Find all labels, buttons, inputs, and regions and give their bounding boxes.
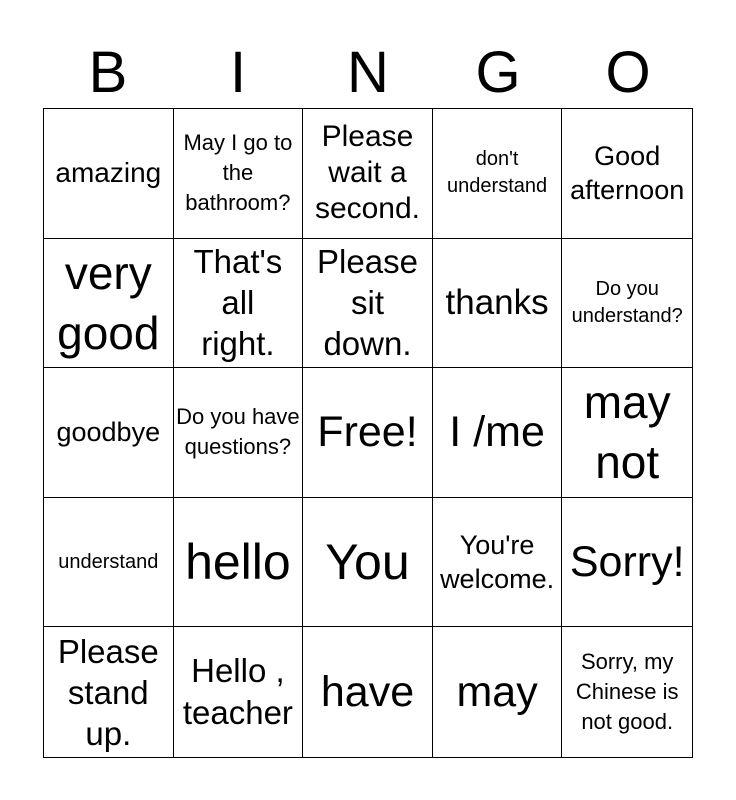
bingo-cell-r2c1[interactable] [44,239,174,369]
cell-text: May I go to the bathroom? [183,130,293,216]
bingo-cell-r3c2[interactable] [174,368,304,498]
cell-text: Sorry, my Chinese is not good. [575,649,679,735]
bingo-cell-r3c5[interactable] [562,368,692,498]
bingo-cell-r5c4[interactable] [433,627,563,757]
bingo-cell-r3c3[interactable] [303,368,433,498]
cell-text: You're welcome. [440,530,555,595]
bingo-cell-r5c2[interactable] [174,627,304,757]
bingo-cell-r1c5[interactable] [562,109,692,239]
cell-text: Free! [317,408,418,457]
cell-text: Hello , teacher [182,652,293,732]
cell-text: Do you have questions? [176,404,300,460]
header-letter-o: O [605,40,651,105]
cell-text: That's all right. [193,243,283,363]
cell-text: Please sit down. [317,243,418,363]
bingo-cell-r2c5[interactable] [562,239,692,369]
bingo-cell-r4c5[interactable] [562,498,692,628]
bingo-cell-r2c4[interactable] [433,239,563,369]
cell-text: don't understand [447,148,548,198]
header-letter-i: I [229,40,247,105]
bingo-board [43,108,693,758]
cell-text: have [320,668,415,717]
cell-text: may [456,668,538,717]
cell-text: Good afternoon [570,141,685,206]
cell-text: amazing [55,157,162,189]
cell-text: Do you understand? [571,277,683,327]
bingo-cell-r5c5[interactable] [562,627,692,757]
bingo-cell-r4c1[interactable] [44,498,174,628]
bingo-cell-r2c3[interactable] [303,239,433,369]
cell-text: goodbye [56,417,161,448]
cell-text: Please wait a second. [314,120,421,226]
cell-text: very good [57,246,160,359]
cell-text: hello [185,534,291,591]
bingo-cell-r4c4[interactable] [433,498,563,628]
bingo-cell-r4c3[interactable] [303,498,433,628]
bingo-cell-r5c3[interactable] [303,627,433,757]
bingo-cell-r1c4[interactable] [433,109,563,239]
cell-text: understand [58,550,159,573]
bingo-cell-r4c2[interactable] [174,498,304,628]
header-letter-n: N [347,40,389,105]
cell-text: thanks [445,282,549,322]
bingo-cell-r1c3[interactable] [303,109,433,239]
bingo-header [43,38,693,108]
bingo-cell-r1c1[interactable] [44,109,174,239]
bingo-cell-r2c2[interactable] [174,239,304,369]
header-letter-g: G [475,40,521,105]
cell-text: I /me [449,408,545,457]
cell-text: Sorry! [569,538,685,587]
cell-text: may not [583,376,671,489]
cell-text: You [325,534,410,591]
header-letter-b: B [88,40,128,105]
bingo-cell-r5c1[interactable] [44,627,174,757]
bingo-cell-r3c4[interactable] [433,368,563,498]
bingo-cell-r3c1[interactable] [44,368,174,498]
cell-text: Please stand up. [57,632,159,752]
bingo-cell-r1c2[interactable] [174,109,304,239]
